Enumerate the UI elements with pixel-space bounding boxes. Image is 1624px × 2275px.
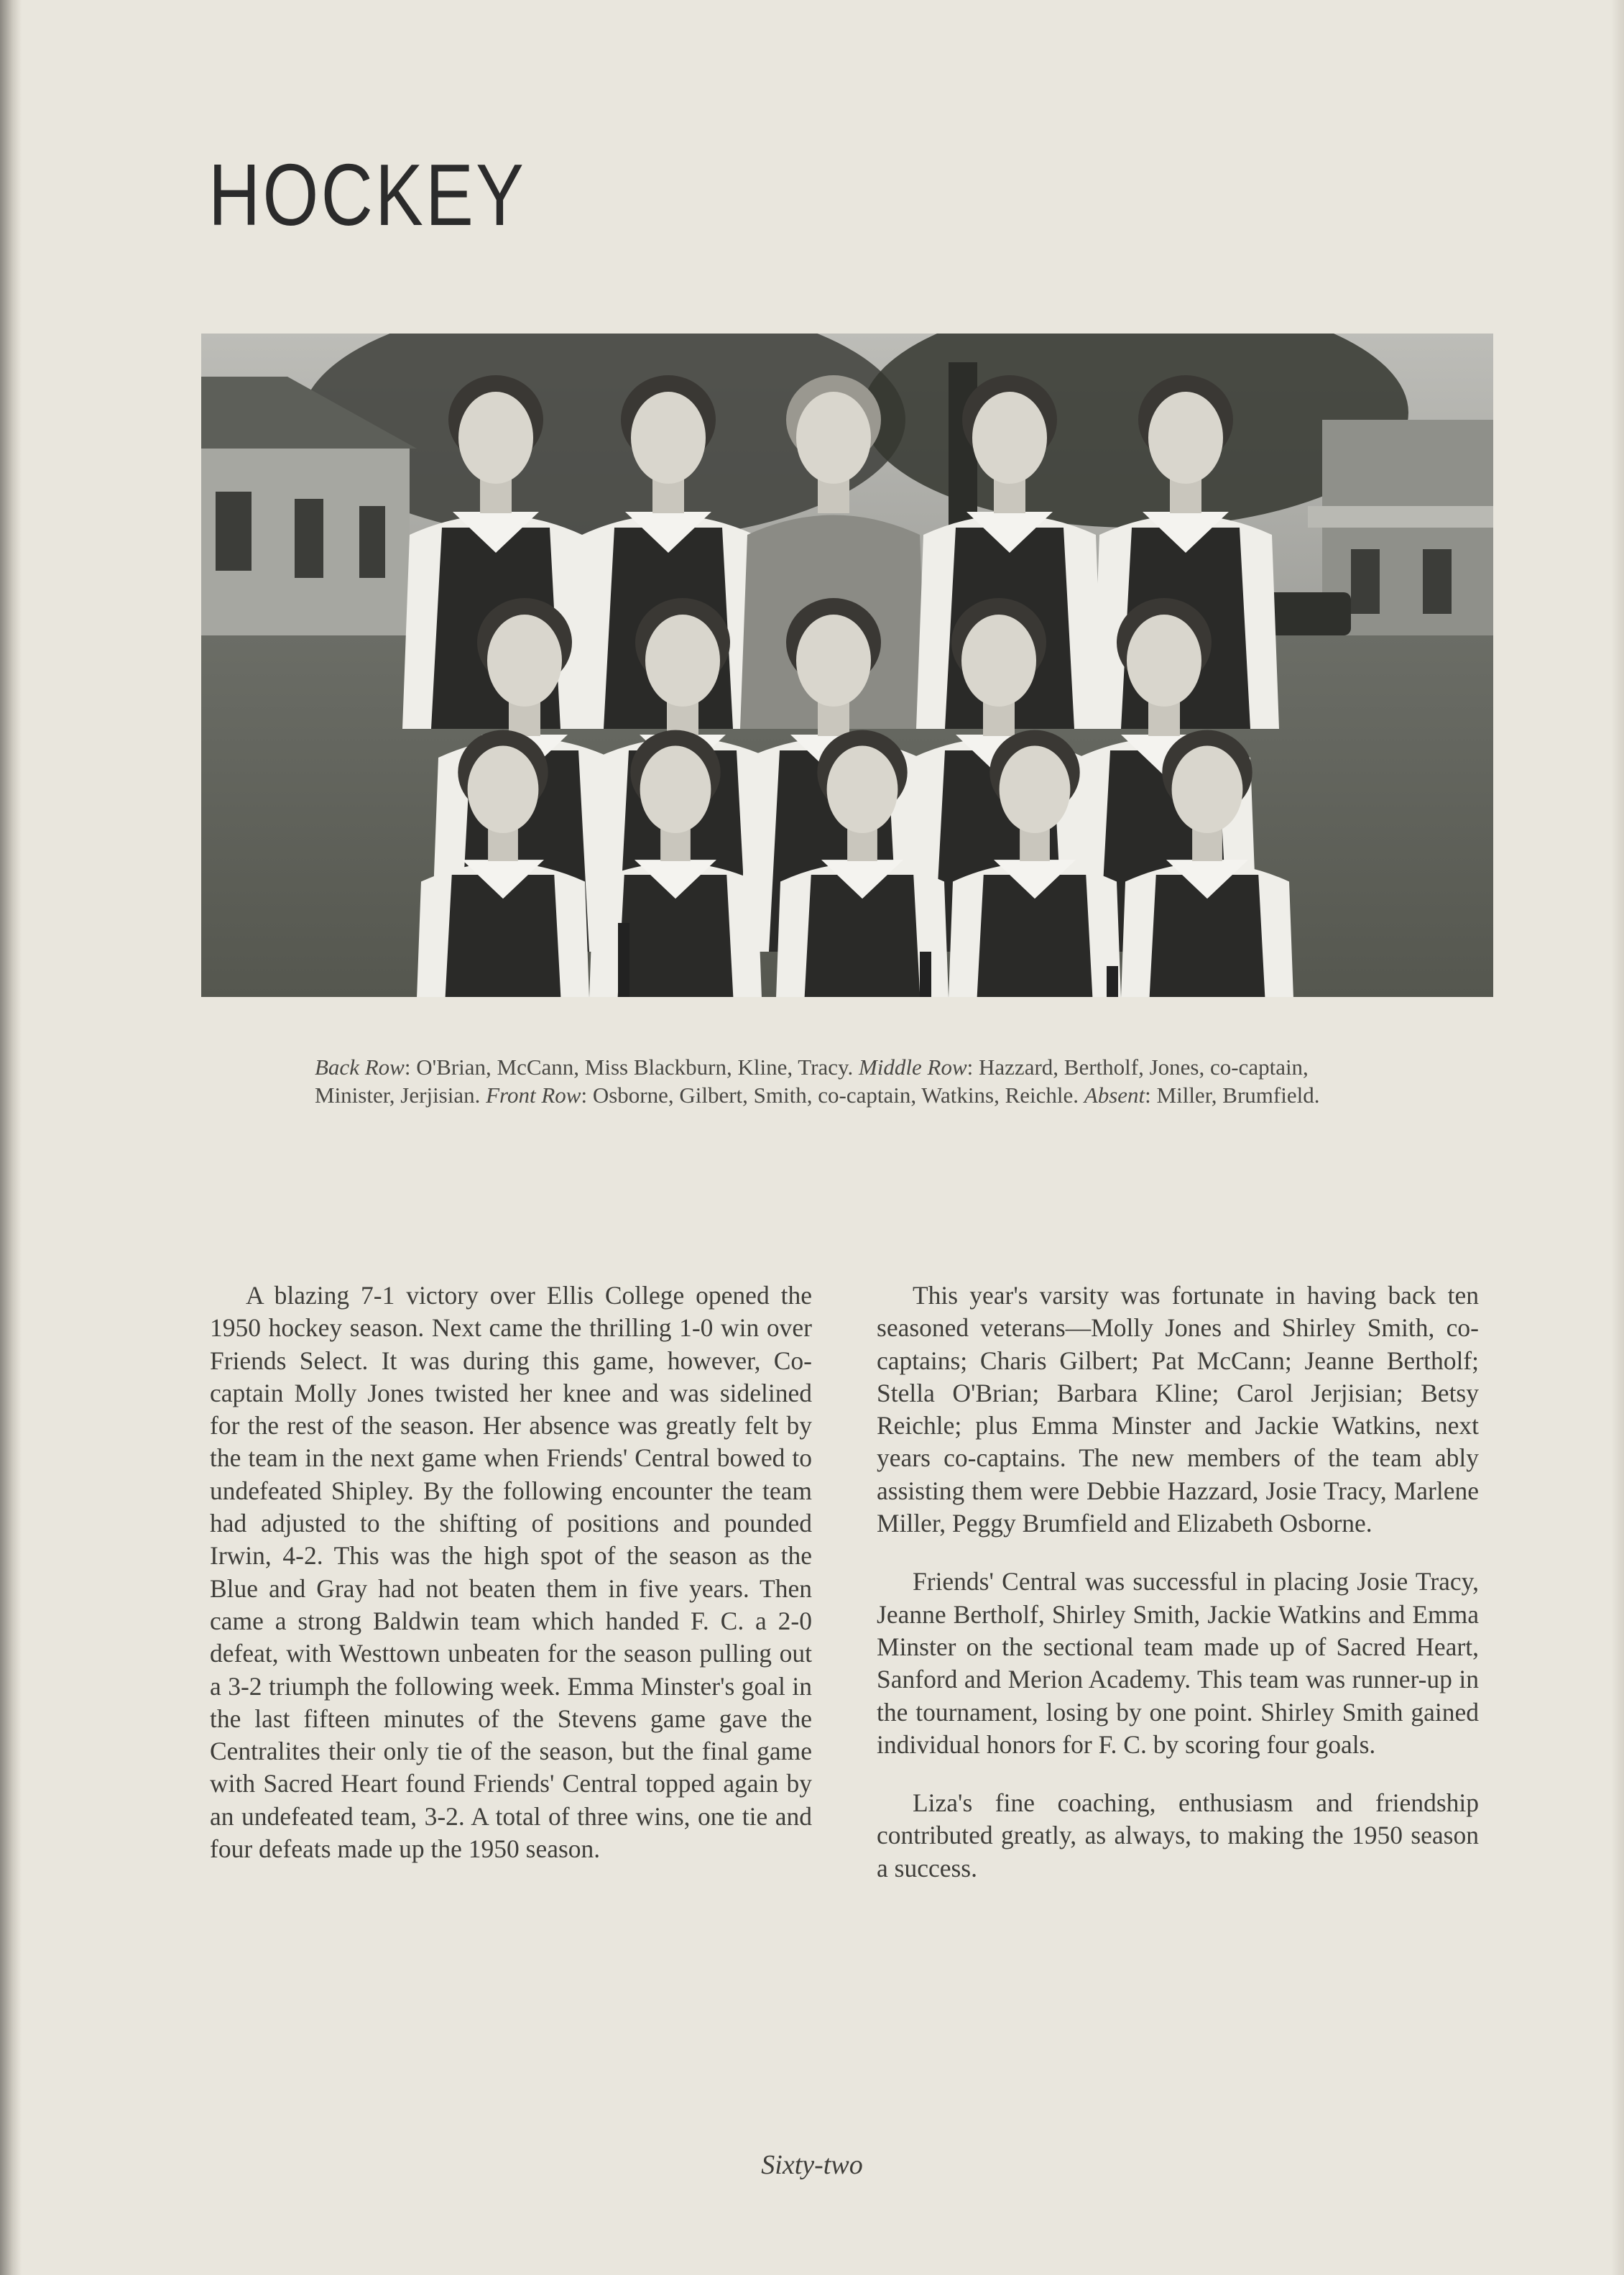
caption-colon: : xyxy=(1145,1083,1157,1108)
page-right-edge xyxy=(1611,0,1624,2275)
team-photograph xyxy=(201,334,1493,997)
page-binding-edge xyxy=(0,0,22,2275)
page-number: Sixty-two xyxy=(761,2150,863,2180)
caption-absent-names: Miller, Brumfield. xyxy=(1156,1083,1320,1108)
caption-back-row-label: Back Row xyxy=(315,1054,405,1080)
photo-caption xyxy=(315,1053,1378,1109)
caption-front-row-label: Front Row xyxy=(486,1083,581,1108)
article-paragraph: Liza's fine coaching, enthusiasm and friendship contributed greatly, as always, to making the 1950 season a success. xyxy=(877,1788,1479,1883)
article-paragraph: This year's varsity was fortunate in having back ten seasoned veterans—Molly Jones and Shirley Smith, co-captains; Charis Gilbert; Pat McCann; Jeanne Bertholf; Stella O'Brian; Barbara Kline; Carol Jerjisian; Betsy Reichle; plus Emma Minster and Jackie Watkins, next years co-captains. The new members of the team ably assisting them were Debbie Hazzard, Josie Tracy, Marlene Miller, Peggy Brumfield and Elizabeth Osborne. xyxy=(877,1281,1479,1538)
article-paragraph: A blazing 7-1 victory over Ellis College opened the 1950 hockey season. Next came the thrilling 1-0 win over Friends Select. It was during this game, however, Co-captain Molly Jones twisted her knee and was sidelined for the rest of the season. Her absence was greatly felt by the team in the next game when Friends' Central bowed to undefeated Shipley. By the following encounter the team had adjusted to the shifting of positions and pounded Irwin, 4-2. This was the high spot of the season as the Blue and Gray had not beaten them in five years. Then came a strong Baldwin team which handed F. C. a 2-0 defeat, with Westtown unbeaten for the season pulling out a 3-2 triumph the following week. Emma Minster's goal in the last fifteen minutes of the Stevens game gave the Centralites their only tie of the season, but the final game with Sacred Heart found Friends' Central topped again by an undefeated team, 3-2. A total of three wins, one tie and four defeats made up the 1950 season. xyxy=(210,1281,812,1864)
caption-absent-label: Absent xyxy=(1084,1083,1145,1108)
caption-colon: : xyxy=(404,1054,417,1080)
hockey-stick xyxy=(618,923,629,997)
hockey-stick xyxy=(920,952,931,997)
team-photograph-illustration xyxy=(201,334,1493,997)
caption-back-row-names: O'Brian, McCann, Miss Blackburn, Kline, Tracy. xyxy=(416,1054,854,1080)
article-right-column xyxy=(877,1279,1479,1911)
article-left-column xyxy=(210,1279,812,1891)
caption-colon: : xyxy=(966,1054,979,1080)
caption-front-row-names: Osborne, Gilbert, Smith, co-captain, Watkins, Reichle. xyxy=(592,1083,1079,1108)
hockey-stick xyxy=(1107,966,1118,997)
article-paragraph: Friends' Central was successful in placing Josie Tracy, Jeanne Bertholf, Shirley Smith, Jackie Watkins and Emma Minster on the sectional team made up of Sacred Heart, Sanford and Merion Academy. This team was runner-up in the tournament, losing by one point. Shirley Smith gained individual honors for F. C. by scoring four goals. xyxy=(877,1567,1479,1759)
caption-colon: : xyxy=(581,1083,593,1108)
page-title: HOCKEY xyxy=(208,146,527,244)
caption-middle-row-names: Hazzard, Bertholf, Jones, co-captain, Minister, Jerjisian. xyxy=(315,1054,1309,1108)
caption-middle-row-label: Middle Row xyxy=(858,1054,967,1080)
